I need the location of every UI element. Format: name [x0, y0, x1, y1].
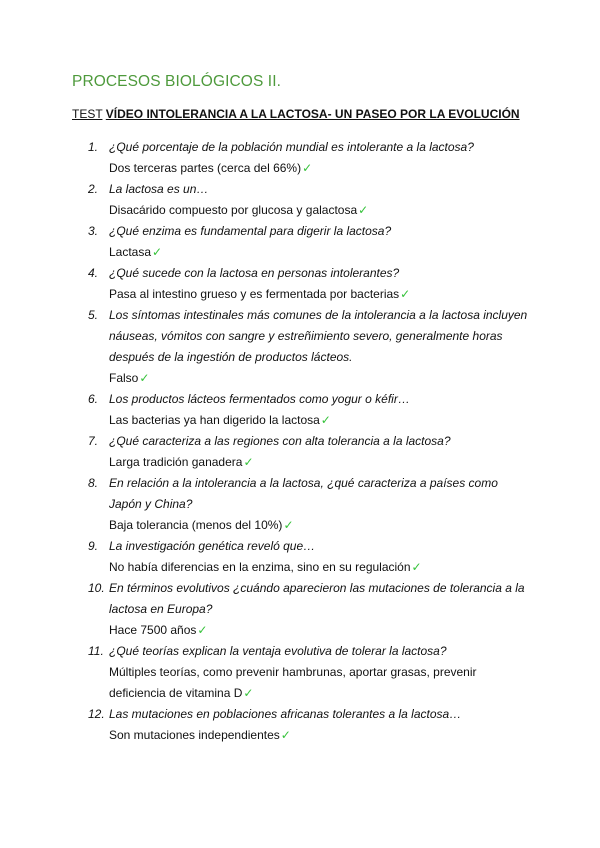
answer-line	[109, 284, 528, 305]
question-item	[88, 578, 528, 641]
question-item	[88, 473, 528, 536]
answer-line	[109, 452, 528, 473]
answer-line	[109, 242, 528, 263]
test-title: VÍDEO INTOLERANCIA A LA LACTOSA- UN PASEO POR LA EVOLUCIÓN	[105, 107, 520, 121]
question-item	[88, 389, 528, 431]
check-icon: ✓	[400, 287, 411, 301]
question-number: 5.	[88, 308, 99, 322]
question-item	[88, 179, 528, 221]
question-number: 12.	[88, 707, 105, 721]
question-text: La lactosa es un…	[109, 182, 209, 196]
question-item	[88, 305, 528, 389]
question-text: ¿Qué teorías explican la ventaja evolutiva de tolerar la lactosa?	[109, 644, 447, 658]
check-icon: ✓	[411, 560, 422, 574]
answer-text: Baja tolerancia (menos del 10%)	[109, 518, 283, 532]
question-text: La investigación genética reveló que…	[109, 539, 316, 553]
check-icon: ✓	[243, 455, 254, 469]
answer-line	[109, 410, 528, 431]
question-item	[88, 641, 528, 704]
answer-line	[109, 515, 528, 536]
question-text: ¿Qué porcentaje de la población mundial es intolerante a la lactosa?	[109, 140, 474, 154]
check-icon: ✓	[243, 686, 254, 700]
test-prefix: TEST	[72, 107, 103, 121]
answer-line	[109, 662, 528, 704]
question-number: 3.	[88, 224, 99, 238]
question-item	[88, 431, 528, 473]
answer-text: Larga tradición ganadera	[109, 455, 243, 469]
question-number: 7.	[88, 434, 99, 448]
answer-text: Son mutaciones independientes	[109, 728, 280, 742]
answer-text: Las bacterias ya han digerido la lactosa	[109, 413, 320, 427]
answer-text: Hace 7500 años	[109, 623, 197, 637]
answer-text: Múltiples teorías, como prevenir hambrunas, aportar grasas, prevenir deficiencia de vitamina D	[109, 665, 477, 700]
answer-text: No había diferencias en la enzima, sino en su regulación	[109, 560, 411, 574]
check-icon: ✓	[320, 413, 331, 427]
answer-text: Lactasa	[109, 245, 152, 259]
answer-line	[109, 200, 528, 221]
question-number: 2.	[88, 182, 99, 196]
question-text: En términos evolutivos ¿cuándo aparecieron las mutaciones de tolerancia a la lactosa en Europa?	[109, 581, 525, 616]
question-text: En relación a la intolerancia a la lactosa, ¿qué caracteriza a países como Japón y China?	[109, 476, 498, 511]
question-text: Los productos lácteos fermentados como yogur o kéfir…	[109, 392, 410, 406]
answer-line	[109, 725, 528, 746]
answer-text: Disacárido compuesto por glucosa y galactosa	[109, 203, 358, 217]
answer-text: Dos terceras partes (cerca del 66%)	[109, 161, 302, 175]
answer-text: Pasa al intestino grueso y es fermentada por bacterias	[109, 287, 400, 301]
question-number: 4.	[88, 266, 99, 280]
question-item	[88, 704, 528, 746]
check-icon: ✓	[280, 728, 291, 742]
answer-text: Falso	[109, 371, 139, 385]
question-item	[88, 536, 528, 578]
question-text: Los síntomas intestinales más comunes de la intolerancia a la lactosa incluyen náuseas, vómitos con sangre y estreñimiento severo, generalmente horas después de la ingestión de productos lácteos.	[109, 308, 528, 364]
question-number: 10.	[88, 581, 105, 595]
answer-line	[109, 158, 528, 179]
question-number: 8.	[88, 476, 99, 490]
question-text: ¿Qué enzima es fundamental para digerir la lactosa?	[109, 224, 392, 238]
question-item	[88, 137, 528, 179]
question-item	[88, 221, 528, 263]
question-list	[88, 137, 528, 746]
answer-line	[109, 368, 528, 389]
check-icon: ✓	[283, 518, 294, 532]
question-text: Las mutaciones en poblaciones africanas tolerantes a la lactosa…	[109, 707, 462, 721]
check-icon: ✓	[139, 371, 150, 385]
answer-line	[109, 620, 528, 641]
question-number: 9.	[88, 539, 99, 553]
test-heading	[72, 107, 520, 121]
question-text: ¿Qué caracteriza a las regiones con alta tolerancia a la lactosa?	[109, 434, 451, 448]
check-icon: ✓	[197, 623, 208, 637]
question-number: 1.	[88, 140, 99, 154]
course-title: PROCESOS BIOLÓGICOS II.	[72, 73, 282, 90]
check-icon: ✓	[152, 245, 163, 259]
check-icon: ✓	[302, 161, 313, 175]
question-number: 6.	[88, 392, 99, 406]
question-number: 11.	[88, 644, 104, 658]
check-icon: ✓	[358, 203, 369, 217]
answer-line	[109, 557, 528, 578]
question-item	[88, 263, 528, 305]
question-text: ¿Qué sucede con la lactosa en personas intolerantes?	[109, 266, 400, 280]
